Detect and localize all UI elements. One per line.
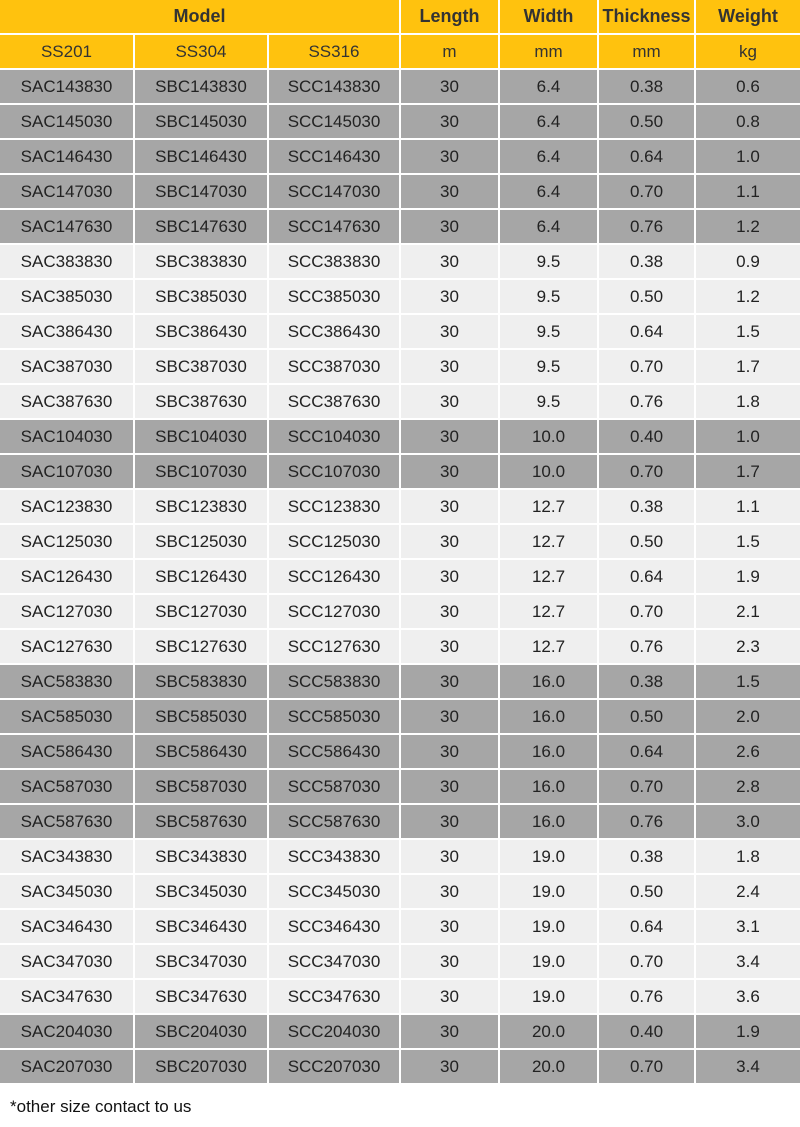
cell-ss304: SBC347030: [135, 945, 269, 980]
table-row: [0, 560, 800, 595]
cell-ss201: SAC383830: [0, 245, 135, 280]
cell-thickness: 0.70: [599, 595, 696, 630]
cell-ss316: SCC383830: [269, 245, 401, 280]
cell-ss316: SCC126430: [269, 560, 401, 595]
cell-ss201: SAC104030: [0, 420, 135, 455]
cell-weight: 1.9: [696, 560, 800, 595]
cell-weight: 1.1: [696, 175, 800, 210]
cell-thickness: 0.64: [599, 910, 696, 945]
cell-ss201: SAC147630: [0, 210, 135, 245]
cell-ss316: SCC147630: [269, 210, 401, 245]
cell-thickness: 0.76: [599, 980, 696, 1015]
cell-weight: 3.4: [696, 1050, 800, 1085]
table-row: [0, 420, 800, 455]
cell-length: 30: [401, 245, 500, 280]
cell-ss201: SAC107030: [0, 455, 135, 490]
cell-weight: 3.6: [696, 980, 800, 1015]
cell-width: 10.0: [500, 420, 599, 455]
cell-length: 30: [401, 980, 500, 1015]
cell-thickness: 0.70: [599, 455, 696, 490]
cell-weight: 0.6: [696, 70, 800, 105]
cell-length: 30: [401, 280, 500, 315]
cell-width: 19.0: [500, 980, 599, 1015]
cell-length: 30: [401, 665, 500, 700]
cell-width: 10.0: [500, 455, 599, 490]
cell-ss201: SAC586430: [0, 735, 135, 770]
cell-weight: 3.4: [696, 945, 800, 980]
cell-ss316: SCC587030: [269, 770, 401, 805]
cell-width: 19.0: [500, 910, 599, 945]
cell-width: 16.0: [500, 770, 599, 805]
cell-ss304: SBC586430: [135, 735, 269, 770]
cell-ss316: SCC104030: [269, 420, 401, 455]
table-row: [0, 280, 800, 315]
cell-ss304: SBC387030: [135, 350, 269, 385]
table-row: [0, 700, 800, 735]
cell-width: 16.0: [500, 735, 599, 770]
table-row: [0, 665, 800, 700]
cell-width: 12.7: [500, 595, 599, 630]
cell-thickness: 0.38: [599, 70, 696, 105]
cell-ss304: SBC147630: [135, 210, 269, 245]
cell-length: 30: [401, 140, 500, 175]
cell-width: 6.4: [500, 105, 599, 140]
cell-weight: 2.8: [696, 770, 800, 805]
cell-weight: 3.0: [696, 805, 800, 840]
cell-ss316: SCC386430: [269, 315, 401, 350]
cell-ss201: SAC386430: [0, 315, 135, 350]
header-unit-width: mm: [500, 35, 599, 70]
cell-weight: 1.7: [696, 455, 800, 490]
cell-ss201: SAC147030: [0, 175, 135, 210]
cell-ss316: SCC585030: [269, 700, 401, 735]
cell-width: 9.5: [500, 350, 599, 385]
cell-ss316: SCC145030: [269, 105, 401, 140]
table-row: [0, 490, 800, 525]
table-row: [0, 875, 800, 910]
cell-weight: 0.9: [696, 245, 800, 280]
table-row: [0, 350, 800, 385]
table-row: [0, 1050, 800, 1085]
table-row: [0, 140, 800, 175]
table-row: [0, 980, 800, 1015]
cell-ss316: SCC147030: [269, 175, 401, 210]
header-unit-length: m: [401, 35, 500, 70]
cell-ss201: SAC587630: [0, 805, 135, 840]
cell-ss201: SAC207030: [0, 1050, 135, 1085]
cell-thickness: 0.50: [599, 280, 696, 315]
cell-width: 9.5: [500, 245, 599, 280]
cell-ss201: SAC125030: [0, 525, 135, 560]
cell-ss304: SBC127030: [135, 595, 269, 630]
cell-ss316: SCC123830: [269, 490, 401, 525]
cell-ss304: SBC145030: [135, 105, 269, 140]
cell-weight: 1.0: [696, 140, 800, 175]
table-row: [0, 525, 800, 560]
cell-ss201: SAC143830: [0, 70, 135, 105]
header-unit-weight: kg: [696, 35, 800, 70]
cell-weight: 1.8: [696, 840, 800, 875]
cell-weight: 1.1: [696, 490, 800, 525]
cell-weight: 2.4: [696, 875, 800, 910]
cell-ss316: SCC346430: [269, 910, 401, 945]
footer-note: *other size contact to us: [10, 1097, 192, 1116]
cell-ss316: SCC343830: [269, 840, 401, 875]
cell-length: 30: [401, 805, 500, 840]
cell-ss304: SBC204030: [135, 1015, 269, 1050]
cell-ss304: SBC147030: [135, 175, 269, 210]
cell-width: 6.4: [500, 70, 599, 105]
cell-thickness: 0.76: [599, 210, 696, 245]
cell-width: 16.0: [500, 805, 599, 840]
table-row: [0, 770, 800, 805]
cell-thickness: 0.70: [599, 1050, 696, 1085]
header-weight: Weight: [696, 0, 800, 35]
cell-ss316: SCC385030: [269, 280, 401, 315]
cell-width: 20.0: [500, 1015, 599, 1050]
cell-length: 30: [401, 315, 500, 350]
cell-length: 30: [401, 560, 500, 595]
cell-thickness: 0.50: [599, 875, 696, 910]
cell-length: 30: [401, 770, 500, 805]
cell-ss201: SAC583830: [0, 665, 135, 700]
cell-ss304: SBC347630: [135, 980, 269, 1015]
cell-ss201: SAC387630: [0, 385, 135, 420]
cell-ss304: SBC387630: [135, 385, 269, 420]
cell-length: 30: [401, 420, 500, 455]
cell-ss304: SBC146430: [135, 140, 269, 175]
cell-ss316: SCC387030: [269, 350, 401, 385]
cell-width: 6.4: [500, 140, 599, 175]
cell-length: 30: [401, 735, 500, 770]
cell-thickness: 0.38: [599, 840, 696, 875]
table-row: [0, 455, 800, 490]
cell-ss304: SBC123830: [135, 490, 269, 525]
table-row: [0, 945, 800, 980]
cell-length: 30: [401, 595, 500, 630]
cell-thickness: 0.38: [599, 490, 696, 525]
cell-ss316: SCC347630: [269, 980, 401, 1015]
cell-weight: 1.5: [696, 315, 800, 350]
cell-ss304: SBC585030: [135, 700, 269, 735]
header-width: Width: [500, 0, 599, 35]
cell-ss304: SBC385030: [135, 280, 269, 315]
cell-length: 30: [401, 840, 500, 875]
cell-thickness: 0.70: [599, 945, 696, 980]
table-body: [0, 70, 800, 1085]
cell-width: 9.5: [500, 280, 599, 315]
table-row: [0, 595, 800, 630]
cell-thickness: 0.40: [599, 420, 696, 455]
cell-width: 19.0: [500, 840, 599, 875]
cell-thickness: 0.64: [599, 315, 696, 350]
cell-width: 16.0: [500, 700, 599, 735]
cell-ss201: SAC387030: [0, 350, 135, 385]
cell-weight: 1.0: [696, 420, 800, 455]
cell-ss316: SCC583830: [269, 665, 401, 700]
cell-ss316: SCC127030: [269, 595, 401, 630]
cell-thickness: 0.38: [599, 665, 696, 700]
table-row: [0, 210, 800, 245]
cell-thickness: 0.40: [599, 1015, 696, 1050]
cell-ss201: SAC126430: [0, 560, 135, 595]
cell-thickness: 0.50: [599, 105, 696, 140]
header-model: Model: [0, 0, 401, 35]
cell-ss304: SBC345030: [135, 875, 269, 910]
cell-length: 30: [401, 210, 500, 245]
cell-weight: 1.2: [696, 210, 800, 245]
cell-weight: 2.1: [696, 595, 800, 630]
cell-ss304: SBC346430: [135, 910, 269, 945]
cell-weight: 1.7: [696, 350, 800, 385]
cell-length: 30: [401, 455, 500, 490]
table-row: [0, 630, 800, 665]
cell-weight: 1.5: [696, 525, 800, 560]
cell-ss201: SAC145030: [0, 105, 135, 140]
cell-width: 6.4: [500, 175, 599, 210]
header-unit-thickness: mm: [599, 35, 696, 70]
cell-ss201: SAC345030: [0, 875, 135, 910]
cell-width: 9.5: [500, 385, 599, 420]
header-row-top: [0, 0, 800, 35]
cell-ss304: SBC383830: [135, 245, 269, 280]
cell-length: 30: [401, 910, 500, 945]
cell-length: 30: [401, 105, 500, 140]
cell-length: 30: [401, 630, 500, 665]
cell-length: 30: [401, 525, 500, 560]
cell-ss304: SBC107030: [135, 455, 269, 490]
cell-width: 12.7: [500, 560, 599, 595]
cell-ss304: SBC125030: [135, 525, 269, 560]
cell-length: 30: [401, 490, 500, 525]
cell-thickness: 0.76: [599, 385, 696, 420]
cell-width: 19.0: [500, 875, 599, 910]
cell-width: 19.0: [500, 945, 599, 980]
table-row: [0, 805, 800, 840]
cell-length: 30: [401, 175, 500, 210]
cell-ss304: SBC143830: [135, 70, 269, 105]
cell-width: 9.5: [500, 315, 599, 350]
cell-ss201: SAC585030: [0, 700, 135, 735]
cell-ss201: SAC347630: [0, 980, 135, 1015]
cell-ss201: SAC204030: [0, 1015, 135, 1050]
cell-thickness: 0.64: [599, 560, 696, 595]
cell-ss201: SAC343830: [0, 840, 135, 875]
cell-length: 30: [401, 875, 500, 910]
cell-width: 20.0: [500, 1050, 599, 1085]
cell-ss201: SAC346430: [0, 910, 135, 945]
cell-thickness: 0.50: [599, 700, 696, 735]
cell-ss316: SCC587630: [269, 805, 401, 840]
cell-length: 30: [401, 350, 500, 385]
table-row: [0, 1015, 800, 1050]
cell-weight: 1.9: [696, 1015, 800, 1050]
cell-thickness: 0.76: [599, 805, 696, 840]
cell-thickness: 0.70: [599, 175, 696, 210]
cell-ss316: SCC586430: [269, 735, 401, 770]
table-row: [0, 840, 800, 875]
cell-weight: 3.1: [696, 910, 800, 945]
cell-width: 6.4: [500, 210, 599, 245]
cell-weight: 2.0: [696, 700, 800, 735]
cell-length: 30: [401, 70, 500, 105]
table-row: [0, 70, 800, 105]
cell-thickness: 0.64: [599, 735, 696, 770]
cell-length: 30: [401, 1050, 500, 1085]
header-length: Length: [401, 0, 500, 35]
header-ss201: SS201: [0, 35, 135, 70]
cell-ss304: SBC127630: [135, 630, 269, 665]
cell-ss316: SCC387630: [269, 385, 401, 420]
cell-ss201: SAC123830: [0, 490, 135, 525]
cell-length: 30: [401, 1015, 500, 1050]
table-row: [0, 245, 800, 280]
table-row: [0, 910, 800, 945]
cell-width: 12.7: [500, 630, 599, 665]
cell-thickness: 0.76: [599, 630, 696, 665]
table-row: [0, 385, 800, 420]
cell-width: 16.0: [500, 665, 599, 700]
cell-thickness: 0.38: [599, 245, 696, 280]
cell-ss316: SCC107030: [269, 455, 401, 490]
cell-weight: 0.8: [696, 105, 800, 140]
cell-weight: 1.2: [696, 280, 800, 315]
cell-length: 30: [401, 700, 500, 735]
cell-ss304: SBC587630: [135, 805, 269, 840]
table-row: [0, 175, 800, 210]
cell-ss316: SCC345030: [269, 875, 401, 910]
cell-ss316: SCC207030: [269, 1050, 401, 1085]
header-ss316: SS316: [269, 35, 401, 70]
cell-width: 12.7: [500, 525, 599, 560]
header-thickness: Thickness: [599, 0, 696, 35]
cell-ss201: SAC127030: [0, 595, 135, 630]
cell-length: 30: [401, 385, 500, 420]
cell-weight: 2.3: [696, 630, 800, 665]
cell-ss316: SCC146430: [269, 140, 401, 175]
cell-width: 12.7: [500, 490, 599, 525]
cell-weight: 2.6: [696, 735, 800, 770]
cell-ss304: SBC126430: [135, 560, 269, 595]
cell-weight: 1.5: [696, 665, 800, 700]
cell-ss304: SBC343830: [135, 840, 269, 875]
cell-ss201: SAC587030: [0, 770, 135, 805]
cell-ss316: SCC143830: [269, 70, 401, 105]
cell-thickness: 0.70: [599, 770, 696, 805]
cell-ss201: SAC146430: [0, 140, 135, 175]
cell-thickness: 0.50: [599, 525, 696, 560]
cell-ss304: SBC207030: [135, 1050, 269, 1085]
cell-ss304: SBC104030: [135, 420, 269, 455]
table-row: [0, 735, 800, 770]
cell-ss316: SCC347030: [269, 945, 401, 980]
cell-thickness: 0.64: [599, 140, 696, 175]
cell-thickness: 0.70: [599, 350, 696, 385]
header-ss304: SS304: [135, 35, 269, 70]
cell-length: 30: [401, 945, 500, 980]
cell-ss201: SAC385030: [0, 280, 135, 315]
cell-ss304: SBC386430: [135, 315, 269, 350]
cell-ss316: SCC125030: [269, 525, 401, 560]
header-row-sub: [0, 35, 800, 70]
cell-ss316: SCC204030: [269, 1015, 401, 1050]
cell-ss201: SAC347030: [0, 945, 135, 980]
cell-ss316: SCC127630: [269, 630, 401, 665]
cell-ss201: SAC127630: [0, 630, 135, 665]
cell-ss304: SBC583830: [135, 665, 269, 700]
table-row: [0, 105, 800, 140]
table-row: [0, 315, 800, 350]
cell-ss304: SBC587030: [135, 770, 269, 805]
cell-weight: 1.8: [696, 385, 800, 420]
